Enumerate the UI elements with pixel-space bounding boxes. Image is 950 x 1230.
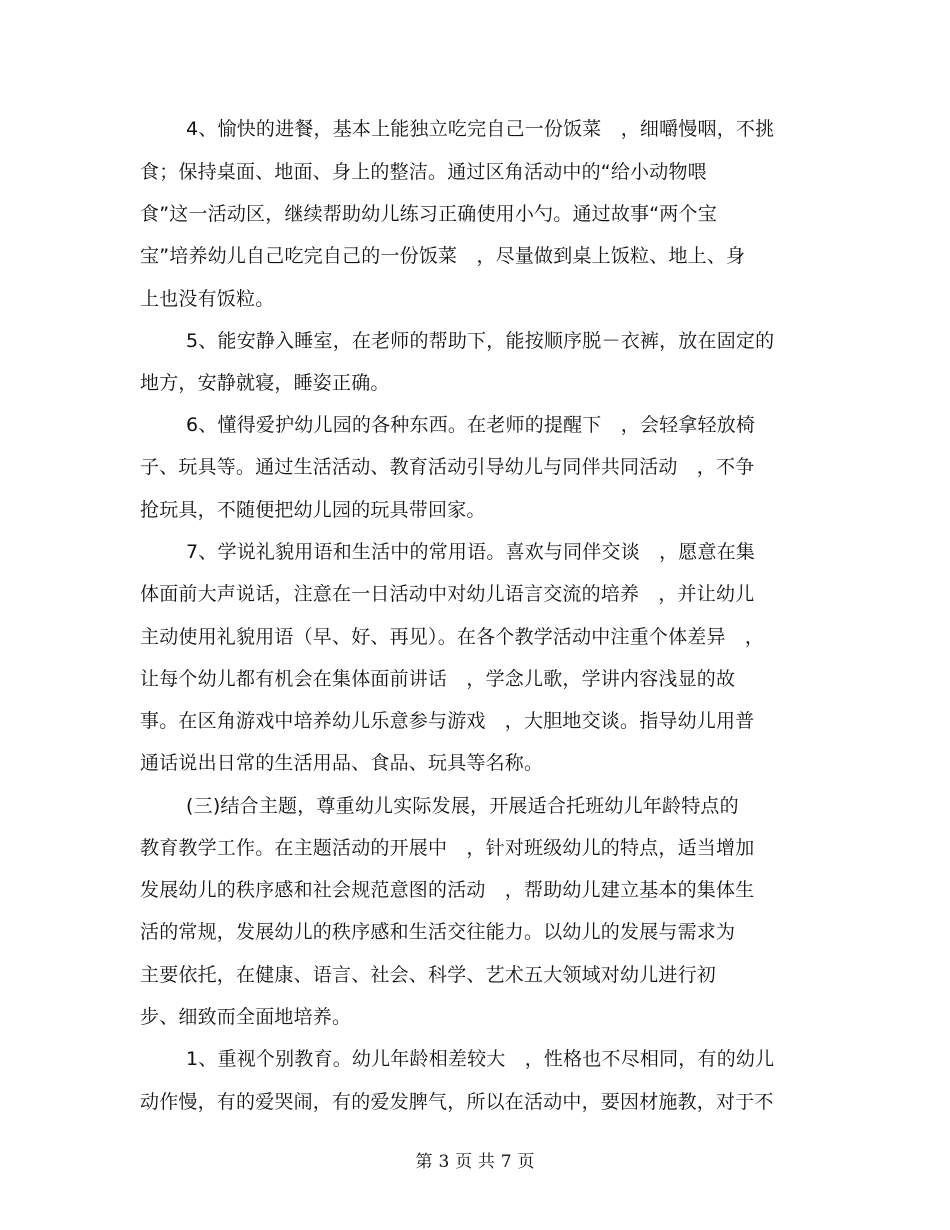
text-line: 抢玩具，不随便把幼儿园的玩具带回家。 (140, 499, 486, 521)
text-line: 子、玩具等。通过生活活动、教育活动引导幼儿与同伴共同活动 ，不争 (140, 456, 755, 478)
footer-middle: 页 共 (455, 1152, 495, 1172)
footer-prefix: 第 (415, 1152, 433, 1172)
text-line: 1、重视个别教育。幼儿年龄相差较大 ，性格也不尽相同，有的幼儿 (186, 1048, 775, 1070)
text-line: 主动使用礼貌用语（早、好、再见）。在各个教学活动中注重个体差异 ， (140, 626, 765, 648)
text-line: 发展幼儿的秩序感和社会规范意图的活动 ，帮助幼儿建立基本的集体生 (140, 879, 755, 901)
text-line: 动作慢，有的爱哭闹，有的爱发脾气，所以在活动中，要因材施教，对于不 (140, 1091, 774, 1113)
text-line: 步、细致而全面地培养。 (140, 1006, 352, 1028)
text-line: 5、能安静入睡室，在老师的帮助下，能按顺序脱－衣裤，放在固定的 (186, 330, 775, 352)
text-line: 食；保持桌面、地面、身上的整洁。通过区角活动中的“给小动物喂 (140, 161, 707, 183)
text-line: 让每个幼儿都有机会在集体面前讲话 ，学念儿歌，学讲内容浅显的故 (140, 668, 736, 690)
text-line: 体面前大声说话，注意在一日活动中对幼儿语言交流的培养 ，并让幼儿 (140, 583, 755, 605)
text-line: 宝”培养幼儿自己吃完自己的一份饭菜 ，尽量做到桌上饭粒、地上、身 (140, 245, 746, 267)
total-pages-number: 7 (500, 1152, 512, 1172)
text-line: 7、学说礼貌用语和生活中的常用语。喜欢与同伴交谈 ，愿意在集 (186, 541, 756, 563)
footer-suffix: 页 (517, 1152, 535, 1172)
current-page-number: 3 (438, 1152, 450, 1172)
text-line: 主要依托，在健康、语言、社会、科学、艺术五大领域对幼儿进行初 (140, 964, 717, 986)
text-line: 6、懂得爱护幼儿园的各种东西。在老师的提醒下 ，会轻拿轻放椅 (186, 414, 756, 436)
text-line: 4、愉快的进餐，基本上能独立吃完自己一份饭菜 ，细嚼慢咽，不挑 (186, 118, 775, 140)
text-line: 上也没有饭粒。 (140, 288, 275, 310)
text-line: 通话说出日常的生活用品、食品、玩具等名称。 (140, 752, 544, 774)
text-line: 食”这一活动区，继续帮助幼儿练习正确使用小勺。通过故事“两个宝 (140, 203, 717, 225)
text-line: 地方，安静就寝，睡姿正确。 (140, 372, 390, 394)
text-line: 活的常规，发展幼儿的秩序感和生活交往能力。以幼儿的发展与需求为 (140, 921, 736, 943)
text-line: 教育教学工作。在主题活动的开展中 ，针对班级幼儿的特点，适当增加 (140, 837, 755, 859)
page-footer (0, 1147, 950, 1172)
text-line: (三)结合主题，尊重幼儿实际发展，开展适合托班幼儿年龄特点的 (186, 795, 739, 817)
text-line: 事。在区角游戏中培养幼儿乐意参与游戏 ，大胆地交谈。指导幼儿用普 (140, 710, 755, 732)
